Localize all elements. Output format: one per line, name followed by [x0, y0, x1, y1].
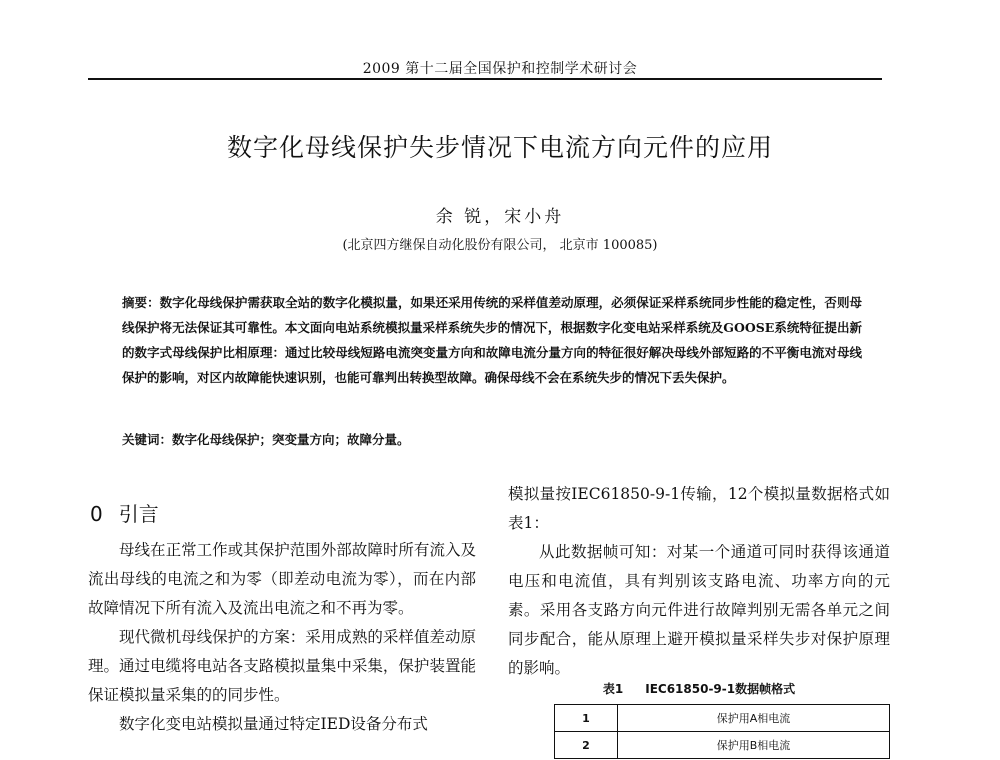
table-cell-index: 2 [555, 732, 618, 759]
abstract-label: 摘要： [122, 295, 160, 310]
left-column [88, 536, 476, 739]
table-cell-index: 1 [555, 705, 618, 732]
table-title: IEC61850-9-1数据帧格式 [645, 682, 796, 696]
abstract [122, 290, 862, 390]
right-paragraph-2: 从此数据帧可知：对某一个通道可同时获得该通道电压和电流值，具有判别该支路电流、功率方向的元素。采用各支路方向元件进行故障判别无需各单元之间同步配合，能从原理上避开模拟量采样失步对保护原理的影响。 [508, 543, 890, 677]
keywords-label: 关键词： [122, 432, 173, 447]
table-label: 表1 [602, 682, 624, 696]
data-frame-table [554, 704, 890, 759]
left-paragraph-3: 数字化变电站模拟量通过特定IED设备分布式 [119, 715, 428, 733]
section-heading [90, 498, 159, 527]
table-row [555, 705, 890, 732]
left-paragraph-1: 母线在正常工作或其保护范围外部故障时所有流入及流出母线的电流之和为零（即差动电流为零），而在内部故障情况下所有流入及流出电流之和不再为零。 [88, 541, 476, 617]
keywords [122, 430, 862, 448]
table-caption [508, 680, 890, 697]
section-number: 0 [90, 502, 103, 526]
table-row [555, 732, 890, 759]
keywords-text: 数字化母线保护；突变量方向；故障分量。 [172, 432, 410, 447]
paper-title: 数字化母线保护失步情况下电流方向元件的应用 [226, 133, 773, 162]
paper-affiliation: (北京四方继保自动化股份有限公司， 北京市 100085) [342, 238, 658, 253]
running-header: 2009 第十二届全国保护和控制学术研讨会 [362, 61, 638, 77]
left-paragraph-2: 现代微机母线保护的方案：采用成熟的采样值差动原理。通过电缆将电站各支路模拟量集中采集，保护装置能保证模拟量采集的的同步性。 [88, 628, 476, 704]
header-rule [88, 78, 882, 80]
table-cell-content: 保护用B相电流 [618, 732, 890, 759]
paper-authors: 余 锐，宋小舟 [435, 207, 565, 227]
section-title: 引言 [118, 502, 159, 526]
right-paragraph-1: 模拟量按IEC61850-9-1传输，12个模拟量数据格式如表1： [508, 485, 890, 532]
abstract-text: 数字化母线保护需获取全站的数字化模拟量，如果还采用传统的采样值差动原理，必须保证采样系统同步性能的稳定性，否则母线保护将无法保证其可靠性。本文面向电站系统模拟量采样系统失步的情况下，根据数字化变电站采样系统及GOOSE系统特征提出新的数字式母线保护比相原理：通过比较母线短路电流突变量方向和故障电流分量方向的特征很好解决母线外部短路的不平衡电流对母线保护的影响，对区内故障能快速识别，也能可靠判出转换型故障。确保母线不会在系统失步的情况下丢失保护。 [122, 295, 862, 385]
table-cell-content: 保护用A相电流 [618, 705, 890, 732]
right-column [508, 480, 890, 683]
